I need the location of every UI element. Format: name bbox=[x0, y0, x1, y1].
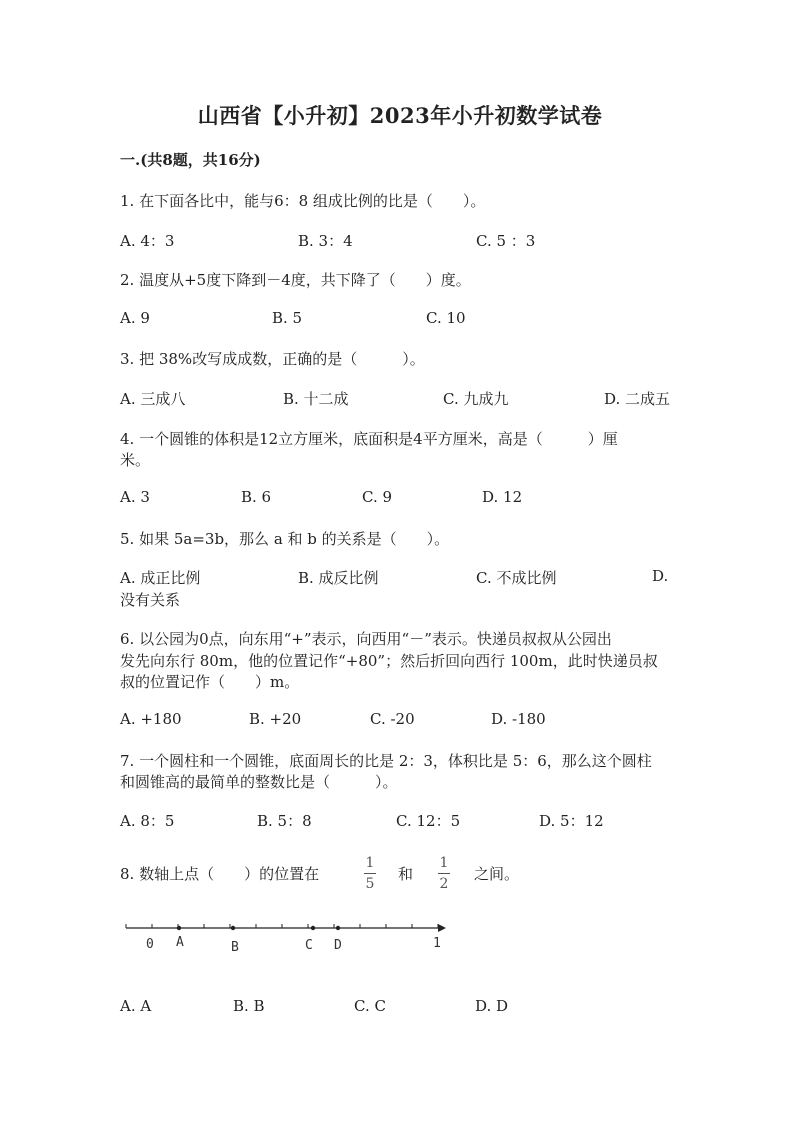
q2-option-c[interactable]: C. 10 bbox=[426, 309, 466, 327]
q3-option-a[interactable]: A. 三成八 bbox=[120, 390, 186, 408]
q8-option-a[interactable]: A. A bbox=[120, 997, 152, 1015]
question-7-line-2: 和圆锥高的最简单的整数比是（ ）。 bbox=[120, 773, 398, 791]
fraction-denominator: 5 bbox=[365, 876, 375, 892]
q7-option-a[interactable]: A. 8：5 bbox=[120, 812, 175, 830]
q5-option-d-text[interactable]: 没有关系 bbox=[120, 591, 181, 609]
question-4-line-2: 米。 bbox=[120, 451, 151, 469]
question-8-text-c: 之间。 bbox=[474, 865, 520, 883]
point-a-dot bbox=[177, 926, 181, 930]
q4-option-c[interactable]: C. 9 bbox=[362, 488, 393, 506]
q6-option-a[interactable]: A. +180 bbox=[120, 710, 182, 728]
fraction-bar bbox=[364, 873, 376, 874]
section-heading: 一.(共8题，共16分) bbox=[120, 151, 261, 169]
q4-option-d[interactable]: D. 12 bbox=[482, 488, 523, 506]
point-c-dot bbox=[311, 926, 315, 930]
q4-option-b[interactable]: B. 6 bbox=[241, 488, 272, 506]
page-title: 山西省【小升初】2023年小升初数学试卷 bbox=[197, 103, 603, 128]
number-line-label-a: A bbox=[176, 935, 184, 950]
q1-option-b[interactable]: B. 3：4 bbox=[298, 232, 353, 250]
q3-option-d[interactable]: D. 二成五 bbox=[604, 390, 671, 408]
question-6-line-1: 6. 以公园为0点，向东用“+”表示，向西用“－”表示。快递员叔叔从公园出 bbox=[120, 630, 612, 648]
number-line-label-b: B bbox=[231, 940, 239, 955]
q7-option-b[interactable]: B. 5：8 bbox=[257, 812, 312, 830]
question-6-line-2: 发先向东行 80m，他的位置记作“+80”；然后折回向西行 100m，此时快递员叔 bbox=[120, 652, 658, 670]
q8-option-d[interactable]: D. D bbox=[475, 997, 509, 1015]
question-3: 3. 把 38%改写成成数，正确的是（ ）。 bbox=[120, 350, 425, 368]
q6-option-d[interactable]: D. -180 bbox=[491, 710, 546, 728]
fraction-numerator: 1 bbox=[439, 855, 449, 871]
question-5: 5. 如果 5a=3b，那么 a 和 b 的关系是（ ）。 bbox=[120, 530, 450, 548]
point-d-dot bbox=[336, 926, 340, 930]
point-b-dot bbox=[231, 926, 235, 930]
question-6-line-3: 叔的位置记作（ ）m。 bbox=[120, 673, 300, 691]
number-line bbox=[120, 915, 460, 965]
question-7-line-1: 7. 一个圆柱和一个圆锥，底面周长的比是 2：3，体积比是 5：6，那么这个圆柱 bbox=[120, 752, 652, 770]
number-line-label-c: C bbox=[305, 938, 313, 953]
question-1: 1. 在下面各比中，能与6：8 组成比例的比是（ ）。 bbox=[120, 192, 486, 210]
q7-option-c[interactable]: C. 12：5 bbox=[396, 812, 461, 830]
q3-option-b[interactable]: B. 十二成 bbox=[283, 390, 349, 408]
fraction-one-fifth bbox=[362, 855, 378, 892]
q6-option-b[interactable]: B. +20 bbox=[249, 710, 302, 728]
question-2: 2. 温度从+5度下降到－4度，共下降了（ ）度。 bbox=[120, 271, 471, 289]
q2-option-a[interactable]: A. 9 bbox=[120, 309, 150, 327]
q7-option-d[interactable]: D. 5：12 bbox=[539, 812, 604, 830]
number-line-label-0: 0 bbox=[146, 937, 154, 952]
question-8-text-a: 8. 数轴上点（ ）的位置在 bbox=[120, 865, 320, 883]
number-line-label-d: D bbox=[334, 938, 342, 953]
q6-option-c[interactable]: C. -20 bbox=[370, 710, 415, 728]
fraction-denominator: 2 bbox=[439, 876, 449, 892]
q5-option-c[interactable]: C. 不成比例 bbox=[476, 569, 557, 587]
q5-option-d[interactable]: D. bbox=[652, 567, 669, 585]
question-4-line-1: 4. 一个圆锥的体积是12立方厘米，底面积是4平方厘米，高是（ ）厘 bbox=[120, 430, 618, 448]
q8-option-b[interactable]: B. B bbox=[233, 997, 265, 1015]
fraction-one-half bbox=[436, 855, 452, 892]
q8-option-c[interactable]: C. C bbox=[354, 997, 386, 1015]
question-8-text-b: 和 bbox=[398, 865, 414, 883]
fraction-numerator: 1 bbox=[365, 855, 375, 871]
q2-option-b[interactable]: B. 5 bbox=[272, 309, 303, 327]
number-line-arrow bbox=[438, 924, 446, 932]
q3-option-c[interactable]: C. 九成九 bbox=[443, 390, 509, 408]
number-line-label-1: 1 bbox=[433, 936, 441, 951]
q5-option-a[interactable]: A. 成正比例 bbox=[120, 569, 201, 587]
q1-option-c[interactable]: C. 5 ：3 bbox=[476, 232, 536, 250]
q4-option-a[interactable]: A. 3 bbox=[120, 488, 150, 506]
q5-option-b[interactable]: B. 成反比例 bbox=[298, 569, 379, 587]
fraction-bar bbox=[438, 873, 450, 874]
q1-option-a[interactable]: A. 4：3 bbox=[120, 232, 175, 250]
